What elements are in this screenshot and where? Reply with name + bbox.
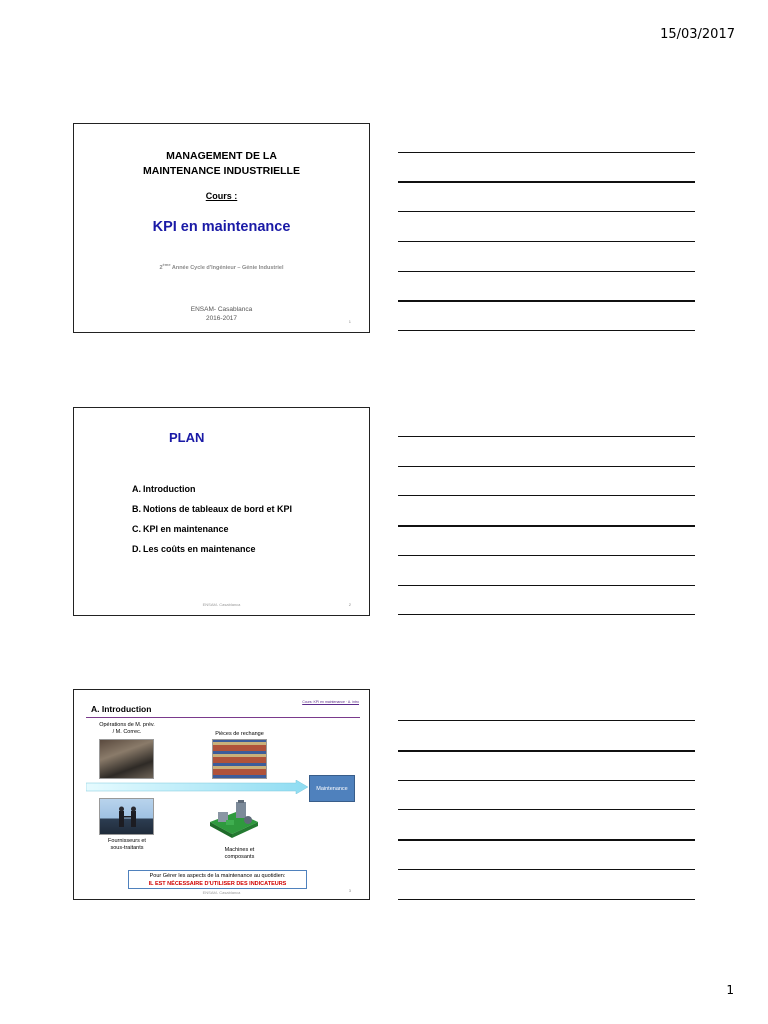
slide-footer: ENSAM- Casablanca xyxy=(202,602,241,607)
note-line xyxy=(398,466,695,467)
note-line xyxy=(398,241,695,242)
page-date: 15/03/2017 xyxy=(660,27,735,42)
cours-label: Cours : xyxy=(205,191,238,201)
plan-item: D. Les coûts en maintenance xyxy=(132,544,256,554)
course-subject: KPI en maintenance xyxy=(152,219,291,235)
note-line xyxy=(398,525,695,527)
note-line xyxy=(398,300,695,302)
spare-parts-label: Pièces de rechange xyxy=(215,731,264,737)
note-line xyxy=(398,330,695,331)
school-info xyxy=(74,305,369,323)
slide-footer: ENSAM- Casablanca xyxy=(202,890,241,895)
note-line xyxy=(398,780,695,781)
arrow-right-icon xyxy=(86,780,308,794)
slide-number: 2 xyxy=(348,602,351,607)
note-line xyxy=(398,899,695,900)
maintenance-box: Maintenance xyxy=(309,775,355,802)
page-number: 1 xyxy=(726,983,734,997)
plan-heading: PLAN xyxy=(169,430,205,445)
plan-list xyxy=(132,483,292,563)
callout-emphasis: IL EST NÉCESSAIRE D'UTILISER DES INDICATEURS xyxy=(148,881,287,887)
plan-item: A. Introduction xyxy=(132,484,196,494)
plan-item: B. Notions de tableaux de bord et KPI xyxy=(132,504,293,514)
plan-item: C. KPI en maintenance xyxy=(132,524,229,534)
machine-illustration xyxy=(206,798,261,840)
section-title: A. Introduction xyxy=(91,704,152,714)
slide-3-thumbnail xyxy=(73,689,370,900)
note-line xyxy=(398,271,695,272)
note-line xyxy=(398,152,695,153)
note-line xyxy=(398,869,695,870)
note-line xyxy=(398,839,695,841)
course-title xyxy=(74,149,369,179)
machines-label: Machines et composants xyxy=(224,847,255,860)
school-name: ENSAM- Casablanca xyxy=(190,306,253,313)
course-title-line-2: MAINTENANCE INDUSTRIELLE xyxy=(143,165,300,177)
suppliers-handshake-photo xyxy=(99,798,154,835)
suppliers-label: Fournisseurs et sous-traitants xyxy=(108,838,146,851)
note-line xyxy=(398,495,695,496)
slide-number: 3 xyxy=(348,888,351,893)
note-line xyxy=(398,555,695,556)
program-line: 2ème Année Cycle d'Ingénieur – Génie Industriel xyxy=(159,262,284,271)
title-divider xyxy=(86,717,360,718)
course-reference-link: Cours: KPI en maintenance · A. intro xyxy=(302,700,359,704)
operations-label: Opérations de M. prév. / M. Correc. xyxy=(99,722,155,735)
slide-number: 1 xyxy=(348,319,351,324)
note-line xyxy=(398,720,695,721)
note-line xyxy=(398,614,695,615)
course-title-line-1: MANAGEMENT DE LA xyxy=(166,150,277,162)
indicator-callout xyxy=(128,870,307,889)
slide-1-thumbnail xyxy=(73,123,370,333)
note-line xyxy=(398,211,695,212)
note-line xyxy=(398,181,695,183)
callout-text: Pour Gérer les aspects de la maintenance au quotidien: xyxy=(149,873,286,879)
note-line xyxy=(398,809,695,810)
spare-parts-shelf-photo xyxy=(212,739,267,779)
slide-2-thumbnail xyxy=(73,407,370,616)
note-line xyxy=(398,750,695,752)
school-year: 2016-2017 xyxy=(205,315,238,322)
note-line xyxy=(398,585,695,586)
note-line xyxy=(398,436,695,437)
mechanic-photo xyxy=(99,739,154,779)
